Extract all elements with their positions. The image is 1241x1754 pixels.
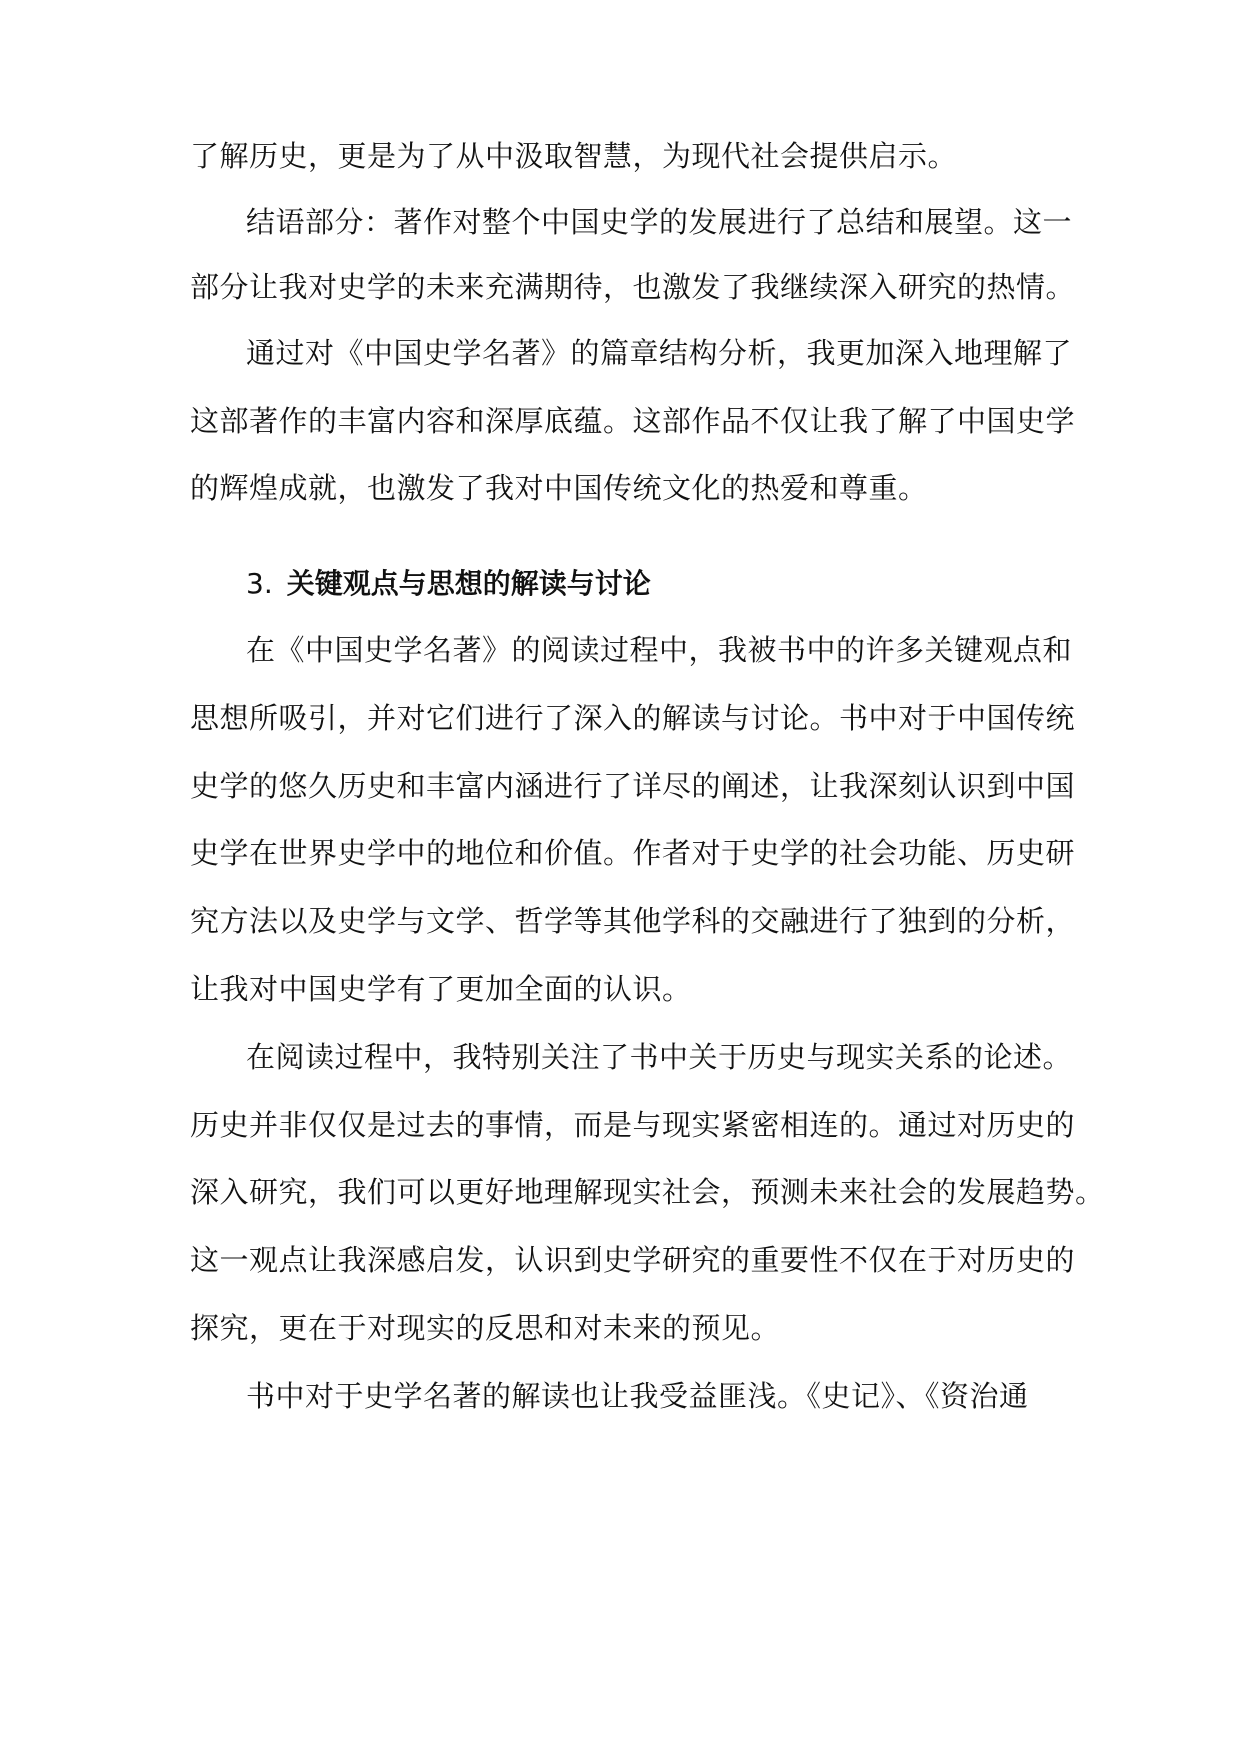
paragraph-line: 史学的悠久历史和丰富内涵进行了详尽的阐述，让我深刻认识到中国 xyxy=(190,769,1076,803)
paragraph-line: 思想所吸引，并对它们进行了深入的解读与讨论。书中对于中国传统 xyxy=(190,701,1076,735)
paragraph-line: 史学在世界史学中的地位和价值。作者对于史学的社会功能、历史研 xyxy=(190,836,1076,870)
paragraph-line: 的辉煌成就，也激发了我对中国传统文化的热爱和尊重。 xyxy=(190,471,928,505)
paragraph-line: 通过对《中国史学名著》的篇章结构分析，我更加深入地理解了 xyxy=(246,336,1073,370)
paragraph-line: 在《中国史学名著》的阅读过程中，我被书中的许多关键观点和 xyxy=(246,633,1073,667)
paragraph-line: 了解历史，更是为了从中汲取智慧，为现代社会提供启示。 xyxy=(190,139,958,173)
paragraph-line: 让我对中国史学有了更加全面的认识。 xyxy=(190,972,692,1006)
paragraph-line: 历史并非仅仅是过去的事情，而是与现实紧密相连的。通过对历史的 xyxy=(190,1108,1076,1142)
paragraph-line: 书中对于史学名著的解读也让我受益匪浅。《史记》、《资治通 xyxy=(246,1379,1029,1413)
paragraph-line: 这部著作的丰富内容和深厚底蕴。这部作品不仅让我了解了中国史学 xyxy=(190,404,1076,438)
paragraph-line: 这一观点让我深感启发，认识到史学研究的重要性不仅在于对历史的 xyxy=(190,1243,1076,1277)
paragraph-line: 结语部分：著作对整个中国史学的发展进行了总结和展望。这一 xyxy=(246,205,1073,239)
paragraph-line: 究方法以及史学与文学、哲学等其他学科的交融进行了独到的分析， xyxy=(190,904,1076,938)
section-heading xyxy=(246,564,651,604)
paragraph-line: 部分让我对史学的未来充满期待，也激发了我继续深入研究的热情。 xyxy=(190,270,1076,304)
paragraph-line: 探究，更在于对现实的反思和对未来的预见。 xyxy=(190,1311,781,1345)
paragraph-line: 深入研究，我们可以更好地理解现实社会，预测未来社会的发展趋势。 xyxy=(190,1175,1105,1209)
section-number: 3. xyxy=(246,567,273,600)
paragraph-line: 在阅读过程中，我特别关注了书中关于历史与现实关系的论述。 xyxy=(246,1040,1073,1074)
section-title: 关键观点与思想的解读与讨论 xyxy=(286,567,651,600)
